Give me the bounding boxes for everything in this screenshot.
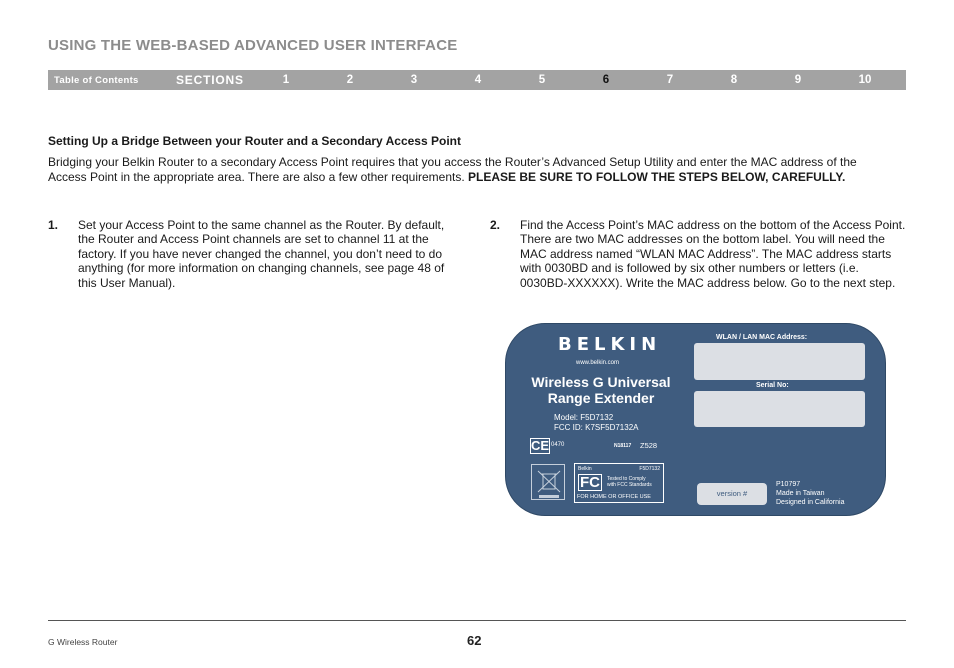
model-info [554, 413, 638, 432]
fcc-compliance-box [574, 463, 664, 503]
fcc-logo-icon: FC [580, 474, 600, 491]
fcc-id: FCC ID: K7SF5D7132A [554, 422, 639, 432]
intro-paragraph [48, 155, 858, 184]
section-link-5[interactable]: 5 [538, 74, 546, 86]
section-link-9[interactable]: 9 [794, 74, 802, 86]
serial-number-label: Serial No: [756, 382, 789, 389]
designed-in: Designed in California [776, 499, 845, 506]
intro-text: Bridging your Belkin Router to a secondary Access Point requires that you access the Router’s Advanced Setup Utility and enter the MAC address of the Access Point in the appropriate area. There are also a few other requirements. [48, 155, 857, 184]
fcc-tested-text [607, 476, 652, 488]
intro-warning: PLEASE BE SURE TO FOLLOW THE STEPS BELOW, CAREFULLY. [468, 169, 846, 184]
section-link-2[interactable]: 2 [346, 74, 354, 86]
ce-mark-icon: CE [531, 438, 550, 453]
fcc-tested-line-1: Tested to Comply [607, 476, 646, 482]
step-2-text: Find the Access Point’s MAC address on the bottom of the Access Point. There are two MAC addresses on the bottom label. You will need the MAC address named “WLAN MAC Address”. The MAC address starts with 0030BD and is followed by six other numbers or letters (i.e. 0030BD-XXXXXX). Write the MAC address below. Go to the next step. [520, 218, 906, 290]
table-of-contents-link[interactable]: Table of Contents [54, 75, 139, 86]
section-link-10[interactable]: 10 [858, 74, 872, 86]
made-in: Made in Taiwan [776, 490, 825, 497]
section-link-1[interactable]: 1 [282, 74, 290, 86]
weee-bin-icon [531, 464, 565, 500]
device-bottom-label [505, 323, 886, 516]
product-name-line-2: Range Extender [547, 390, 655, 406]
part-number: P10797 [776, 481, 801, 488]
ce-number: 0470 [551, 442, 565, 448]
mac-address-label: WLAN / LAN MAC Address: [716, 334, 808, 341]
belkin-logo: BELKIN [558, 334, 662, 355]
product-name-line-1: Wireless G Universal [531, 374, 671, 390]
page-number: 62 [467, 633, 482, 648]
step-2-number: 2. [490, 218, 501, 232]
manufacture-info [776, 480, 844, 507]
fcc-model: F5D7132 [639, 466, 660, 472]
fcc-tested-line-2: with FCC Standards [607, 482, 652, 488]
section-link-6-active[interactable]: 6 [602, 74, 610, 86]
section-link-7[interactable]: 7 [666, 74, 674, 86]
version-field: version # [697, 483, 767, 505]
section-link-4[interactable]: 4 [474, 74, 482, 86]
model-number: Model: F5D7132 [554, 413, 614, 422]
fcc-brand: Belkin [578, 466, 592, 472]
section-heading: Setting Up a Bridge Between your Router and a Secondary Access Point [48, 134, 461, 148]
footer-product-name: G Wireless Router [48, 637, 118, 647]
belkin-url: www.belkin.com [576, 360, 620, 366]
mac-address-field [694, 343, 865, 380]
page-header-title: USING THE WEB-BASED ADVANCED USER INTERFACE [48, 37, 458, 54]
section-link-8[interactable]: 8 [730, 74, 738, 86]
sections-label: SECTIONS [176, 73, 244, 87]
section-link-3[interactable]: 3 [410, 74, 418, 86]
z-code: Z528 [640, 441, 658, 450]
step-1-number: 1. [48, 218, 59, 232]
section-navbar [48, 70, 906, 90]
fcc-home-office: FOR HOME OR OFFICE USE [577, 494, 651, 500]
serial-number-field [694, 391, 865, 427]
step-1-text: Set your Access Point to the same channel as the Router. By default, the Router and Access Point channels are set to channel 11 at the factory. If you have never changed the channel, you don’t need to do anything (for more information on changing channels, see page 48 of this User Manual). [78, 218, 445, 290]
product-name [522, 374, 680, 406]
nz-code: N18117 [614, 443, 632, 449]
footer-divider [48, 620, 906, 621]
